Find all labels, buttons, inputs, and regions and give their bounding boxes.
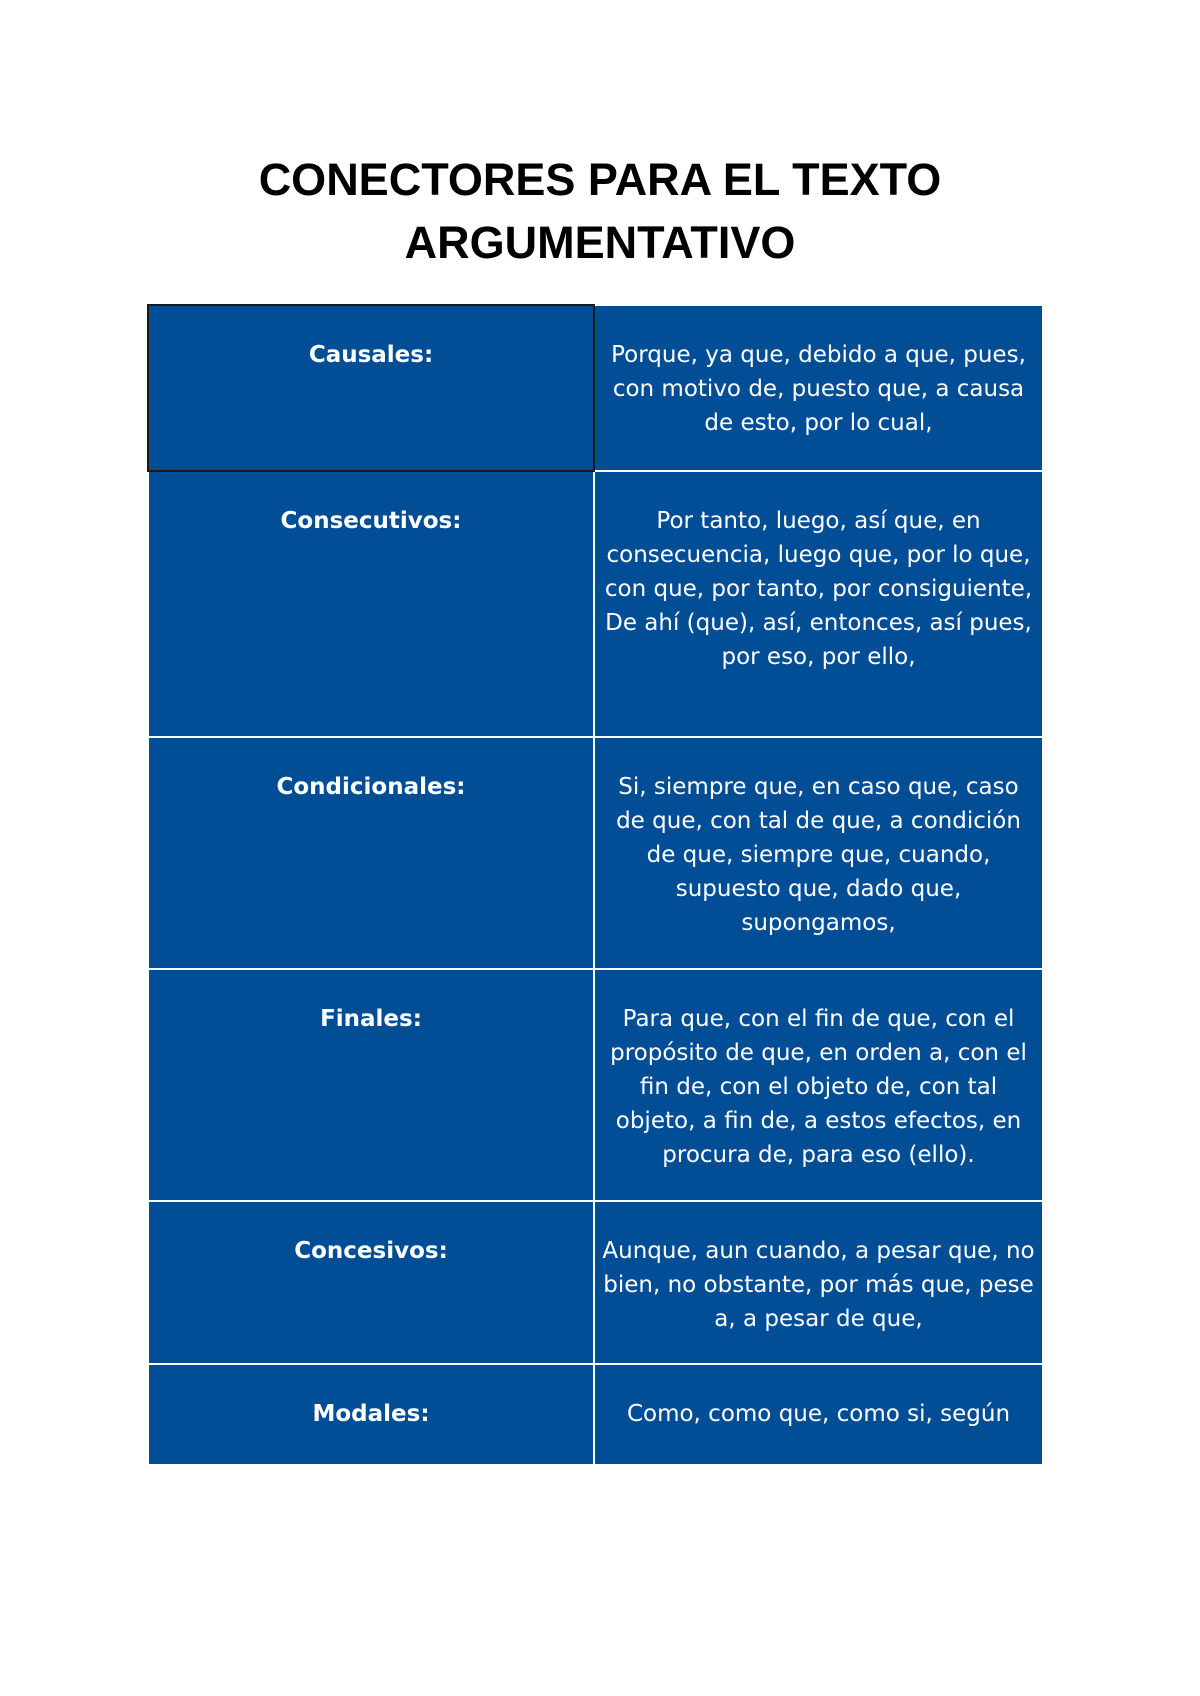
table-row-consecutivos: [148, 471, 1043, 737]
row-connectors: Como, como que, como si, según: [594, 1364, 1043, 1465]
row-connectors: Para que, con el fin de que, con el propósito de que, en orden a, con el fin de, con el objeto de, con tal objeto, a fin de, a estos efectos, en procura de, para eso (ello).: [594, 969, 1043, 1201]
connectors-table: [147, 304, 1044, 1466]
row-label: Concesivos:: [148, 1201, 594, 1364]
row-label: Consecutivos:: [148, 471, 594, 737]
table-row-causales: [148, 305, 1043, 471]
table-row-modales: [148, 1364, 1043, 1465]
row-label: Modales:: [148, 1364, 594, 1465]
table-row-concesivos: [148, 1201, 1043, 1364]
row-connectors: Por tanto, luego, así que, en consecuencia, luego que, por lo que, con que, por tanto, por consiguiente, De ahí (que), así, entonces, así pues, por eso, por ello,: [594, 471, 1043, 737]
row-connectors: Aunque, aun cuando, a pesar que, no bien, no obstante, por más que, pese a, a pesar de que,: [594, 1201, 1043, 1364]
row-label: Condicionales:: [148, 737, 594, 969]
title-line-2: ARGUMENTATIVO: [404, 217, 796, 268]
table-row-condicionales: [148, 737, 1043, 969]
document-title: [0, 148, 1200, 274]
row-connectors: Porque, ya que, debido a que, pues, con motivo de, puesto que, a causa de esto, por lo cual,: [594, 305, 1043, 471]
row-connectors: Si, siempre que, en caso que, caso de que, con tal de que, a condición de que, siempre que, cuando, supuesto que, dado que, supongamos,: [594, 737, 1043, 969]
row-label: Finales:: [148, 969, 594, 1201]
table-row-finales: [148, 969, 1043, 1201]
row-label: Causales:: [148, 305, 594, 471]
title-line-1: CONECTORES PARA EL TEXTO: [258, 154, 942, 205]
